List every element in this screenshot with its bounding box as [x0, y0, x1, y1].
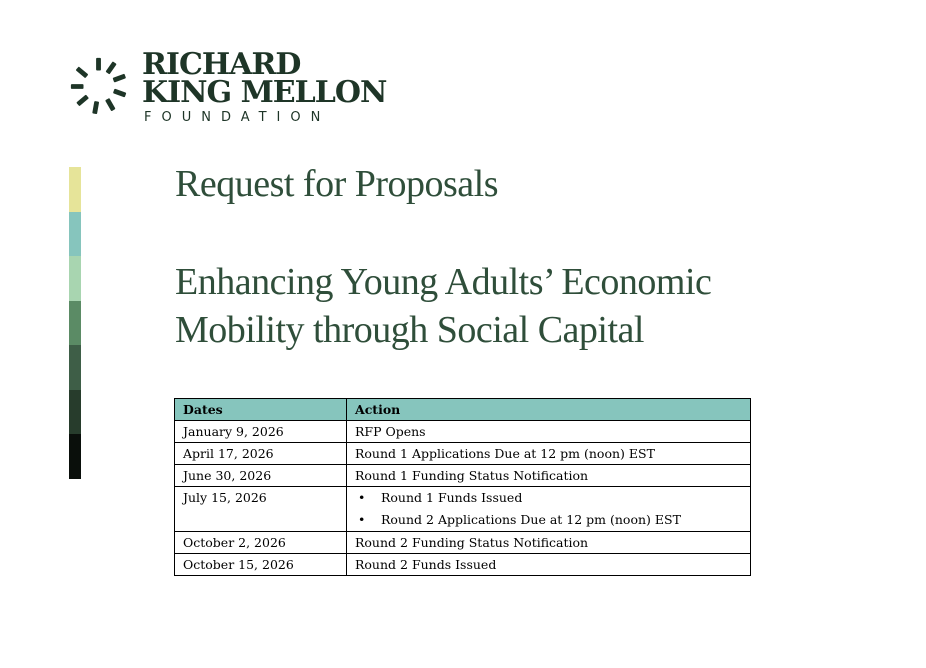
logo-text-richard: RICHARD — [142, 47, 301, 82]
color-stripe-segment — [69, 390, 81, 435]
list-item — [355, 509, 750, 531]
title-line: Mobility through Social Capital — [175, 309, 644, 351]
action-cell: Round 1 Applications Due at 12 pm (noon) EST — [347, 443, 751, 465]
logo-text-foundation: FOUNDATION — [144, 110, 331, 125]
bullet-text: Round 2 Applications Due at 12 pm (noon) EST — [381, 512, 681, 527]
date-cell: October 2, 2026 — [175, 532, 347, 554]
logo-text-king-mellon: KING MELLON — [142, 75, 387, 110]
schedule-table — [174, 398, 751, 576]
list-item — [355, 487, 750, 509]
table-row — [175, 532, 751, 554]
action-cell: RFP Opens — [347, 421, 751, 443]
action-cell: Round 2 Funding Status Notification — [347, 532, 751, 554]
bullet-icon: • — [358, 490, 366, 505]
color-stripe-segment — [69, 256, 81, 301]
date-cell: June 30, 2026 — [175, 465, 347, 487]
page-heading: Request for Proposals — [175, 163, 499, 205]
document-title — [175, 258, 711, 354]
color-stripe-segment — [69, 301, 81, 346]
date-cell: April 17, 2026 — [175, 443, 347, 465]
bullet-text: Round 1 Funds Issued — [381, 490, 523, 505]
date-cell: July 15, 2026 — [175, 487, 347, 532]
table-row — [175, 487, 751, 532]
color-stripe-segment — [69, 345, 81, 390]
column-header-dates: Dates — [175, 399, 347, 421]
action-bullet-list — [355, 487, 750, 531]
table-row — [175, 465, 751, 487]
table-row — [175, 443, 751, 465]
table-row — [175, 554, 751, 576]
color-stripe-segment — [69, 167, 81, 212]
action-cell: Round 2 Funds Issued — [347, 554, 751, 576]
sunburst-logo-icon — [68, 55, 130, 117]
color-stripe-segment — [69, 434, 81, 479]
date-cell: January 9, 2026 — [175, 421, 347, 443]
action-cell: Round 1 Funding Status Notification — [347, 465, 751, 487]
action-cell — [347, 487, 751, 532]
bullet-icon: • — [358, 512, 366, 527]
color-stripe-sidebar — [69, 167, 81, 479]
date-cell: October 15, 2026 — [175, 554, 347, 576]
column-header-action: Action — [347, 399, 751, 421]
color-stripe-segment — [69, 212, 81, 257]
table-header-row — [175, 399, 751, 421]
title-line: Enhancing Young Adults’ Economic — [175, 261, 712, 303]
table-row — [175, 421, 751, 443]
